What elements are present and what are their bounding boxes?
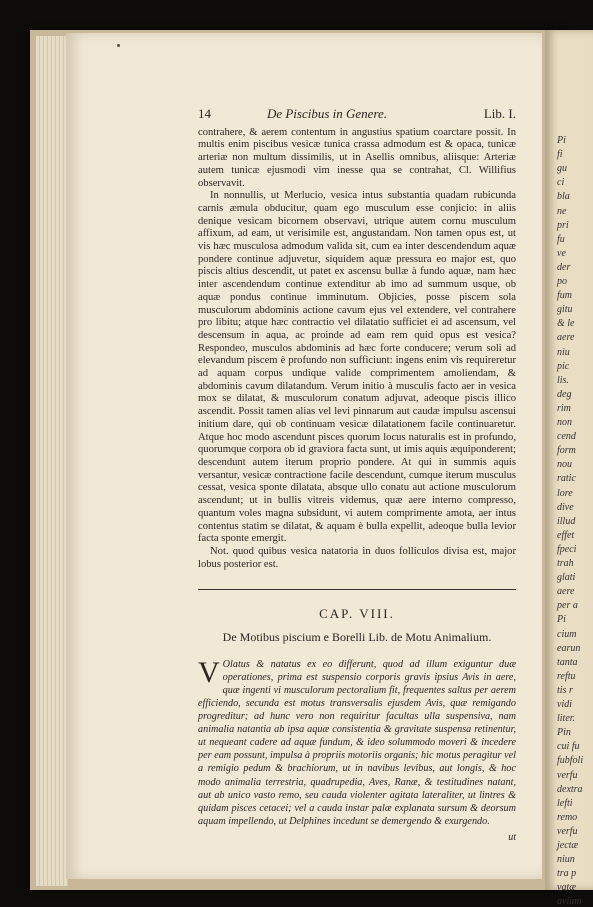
facing-page-fragment: form [557, 445, 576, 457]
facing-page-fragment: glati [557, 572, 576, 584]
chapter-paragraph: Olatus & natatus ex eo differunt, quod ad illum exiguntur duæ operationes, prima est suspensio corporis gravis ipsius Avis in aere, quæ ingenti vi musculorum pectoralium fit, frequentes saltus per aerem efficiendo, secunda est motus transversalis ejusdem Avis, quæ remigando progreditur; ad hunc vero non requiritur facultas ulla suspensiva, nam animalia natantia ab ipsa aquæ consistentia & gravitate suspensa retinentur, ut nequeant cadere ad aquæ fundum, & ideo solummodo moveri & incedere per eam possunt, impulsa à propriis motoriis organis; hic motus peragitur vel a remigio pedum & brachiorum, ut in navibus levibus, aut longis, & hoc modo animalia terrestria, quadrupedia, Aves, Ranæ, & testitudines natant, aut ab unico vasto remo, seu cauda violenter agitata lateraliter, ut lintres & quidam pisces cetacei; vel a cauda instar palæ explanata sursum & deorsum aquam impellendo, ut Delphines incedunt se demergendo & exurgendo. [198, 658, 516, 827]
chapter-heading: CAP. VIII. [319, 606, 395, 622]
facing-page-fragment: remo [557, 811, 578, 823]
facing-page-fragment: non [557, 417, 572, 428]
facing-page-fragment: dive [557, 501, 574, 513]
paragraph: In nonnullis, ut Merlucio, vesica intus substantia quadam rubicunda carnis æmula obducitur, quam ego musculum esse conjicio: in aliis denique vesicam bicornem observavi, utrique autem cornu musculum affixum, ad eam, ut verisimile est, angustandam. Non tamen opus est, ut vis hæc musculosa admodum valida sit, cum ea inter descendendum aquæ pondere continue adjuvetur, siquidem aquæ pressura eo major est, quo piscis altius descendit, ut patet ex ascensu bullæ à fundo aquæ, nam hæc inter ascendendum continue extenditur ab imo ad summum usque, ob aquæ pondus continue imminutum. Objicies, posse piscem sola musculorum abdominis actione cavum ejus vel extendere, vel contrahere pro libitu; atque hæc contractio vel dilatatio sufficiet ei ad ascensum, vel descensum in aqua, ac proinde ad eam rem quid opus est vesica? Respondeo, musculos abdominis ad hæc forte conducere; verum soli ad elevandum piscem è profundo non sufficiunt: ingens enim vis requireretur ad aquam corpus undique valide comprimentem amoliendam, & abdominis cavum dilatandum. Verum initio à musculis facto aer in vesica mox se dilatat, & musculorum conatum adjuvat, adeoque piscis illico ascendit. Possit tamen alias vel levi pinnarum aut caudæ impulsu ascensui initium dare, qui ob continuam vesicæ dilatationem facile continuaretur. Atque hoc modo ascendunt pisces quorum locus naturalis est in profundo, quorumque corpora ob id graviora facta sunt, ut imis aquis æquiponderent; descendunt autem iterum proprio pondere. At qui in summis aquis versantur, vesicæ contractione facile descendunt, cumque iterum musculus cessat, vesica sponte dilatata, absque ullo conatu aut actione musculorum ascendunt; ut in bullis vitreis videmus, quæ aere interno compresso, quantum voles magna subsidunt, vi autem comprimente amota, aer intus contentus statim se dilatat, & aquam è bulla expellit, adeoque bulla levior facta sponte emergit. [198, 190, 516, 545]
facing-page-fragment: & le [557, 318, 575, 330]
facing-page-fragment: niun [557, 854, 575, 866]
facing-page-fragment: cend [557, 431, 576, 443]
body-text [198, 127, 516, 572]
facing-page-fragment: ve [557, 247, 566, 259]
facing-page-fragment: tra p [557, 868, 577, 880]
facing-page-fragment: earun [557, 642, 581, 654]
facing-page-fragment: verfu [557, 769, 578, 781]
facing-page-fragment: bla [557, 191, 570, 203]
facing-page-fragment: ne [557, 205, 567, 217]
running-title: De Piscibus in Genere. [266, 106, 388, 121]
facing-page-fragment: verfu [557, 825, 578, 837]
facing-page-fragment: niu [557, 346, 570, 358]
page-number: 14 [198, 106, 211, 121]
paragraph: contrahere, & aerem contentum in angustius spatium coarctare possit. In multis enim piscibus vesicæ tunica crassa admodum est & opaca, tunicæ arteriæ non multum dissimilis, ut in Asellis omnibus, aliisque: Arteriæ autem tunicæ ejusmodi vim inesse qua se contrahat, Cl. Willifius observavit. [198, 126, 516, 189]
facing-page-fragment: aere [557, 586, 575, 598]
facing-page-fragment: ratic [557, 473, 576, 485]
facing-page-fragment: rim [557, 402, 571, 414]
facing-page-fragment: tis r [557, 684, 573, 696]
facing-page-fragment: dextra [557, 783, 583, 795]
facing-page-fragment: nou [557, 459, 572, 471]
facing-page-fragment: fpeci [557, 543, 577, 555]
facing-page-fragment: reftu [557, 670, 576, 682]
page-content [198, 108, 516, 845]
facing-page-fragment: deg [557, 388, 572, 400]
facing-page-fragment: avium [557, 896, 582, 907]
facing-page-fragment: fi [557, 149, 563, 161]
facing-page-fragment: Pi [557, 614, 566, 626]
facing-page-fragment: vidi [557, 699, 572, 710]
facing-page-fragment: effet [557, 529, 575, 541]
facing-page-fragment: lefti [557, 797, 573, 809]
paper-blemish [117, 44, 120, 47]
facing-page-fragment: pri [557, 219, 569, 231]
facing-page-fragment: trah [557, 558, 574, 569]
facing-page-fragment: fum [557, 290, 572, 302]
facing-page-fragment: vatæ [557, 882, 576, 894]
chapter-title: De Motibus piscium e Borelli Lib. de Motu Animalium. [222, 630, 492, 645]
book-number: Lib. I. [483, 106, 516, 121]
facing-page-fragment: po [557, 276, 567, 287]
facing-page-fragment: liter. [557, 713, 576, 725]
facing-page-fragment: aere [557, 332, 575, 344]
facing-page-fragment: lore [557, 487, 573, 499]
facing-page-fragment: cium [557, 628, 577, 640]
facing-page-fragment: illud [557, 515, 576, 527]
facing-page-fragment: der [557, 261, 571, 273]
page-header [198, 108, 516, 121]
chapter-text [198, 655, 516, 828]
facing-page-fragment: jectæ [557, 840, 579, 851]
facing-page-fragment: cui fu [557, 741, 580, 753]
facing-page-fragment: fubfoli [557, 755, 584, 767]
facing-page-fragment: Pin [557, 727, 571, 739]
facing-page-fragment: per a [557, 600, 578, 612]
section-rule [198, 589, 516, 590]
facing-page-fragment: ci [557, 177, 565, 189]
facing-page-fragment: gu [557, 163, 567, 175]
drop-capital: V [198, 655, 220, 689]
paragraph: Not. quod quibus vesica natatoria in duos folliculos divisa est, major lobus posterior est. [198, 545, 516, 570]
facing-page-fragment: gitu [557, 304, 573, 316]
facing-page-fragment: Pi [557, 135, 566, 146]
facing-page [545, 30, 593, 907]
facing-page-fragment: tanta [557, 656, 578, 668]
facing-page-fragment: pic [557, 360, 570, 372]
facing-page-fragment: fu [557, 233, 565, 245]
catchword: ut [508, 831, 516, 843]
page-edge [36, 36, 68, 886]
facing-page-fragment: lis. [557, 374, 569, 386]
